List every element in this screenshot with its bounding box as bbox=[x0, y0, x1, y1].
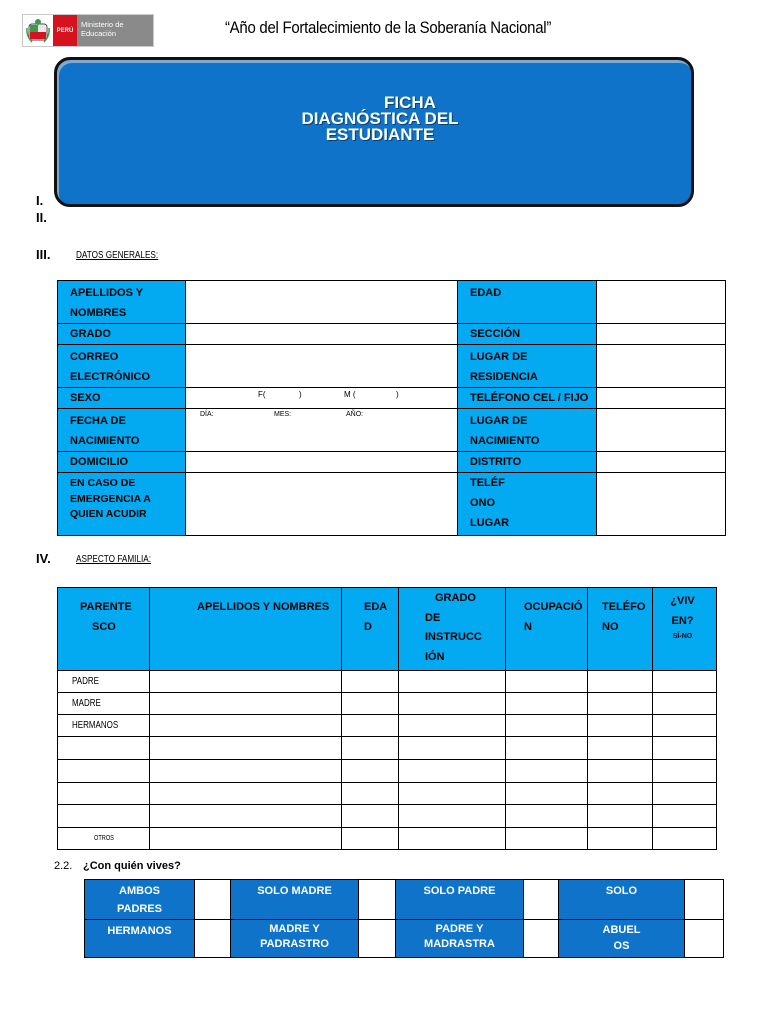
cell[interactable] bbox=[150, 671, 342, 693]
field-apellidos[interactable] bbox=[186, 281, 458, 324]
row-label bbox=[58, 671, 150, 693]
field-telefono[interactable] bbox=[597, 388, 726, 409]
cell[interactable] bbox=[342, 760, 399, 783]
label-domicilio: DOMICILIO bbox=[58, 452, 186, 473]
cell[interactable] bbox=[506, 828, 588, 850]
option-ambos-line2: PADRES bbox=[116, 903, 163, 915]
cell[interactable] bbox=[506, 760, 588, 783]
sexo-m-close: ) bbox=[396, 390, 399, 399]
label-ono: ONO bbox=[470, 497, 496, 509]
header-edad bbox=[342, 588, 399, 671]
header-grado-line3: INSTRUCC bbox=[425, 631, 482, 643]
header-parentesco-line2: SCO bbox=[92, 620, 116, 633]
header-grado-line4: IÓN bbox=[425, 650, 445, 663]
cell[interactable] bbox=[653, 805, 717, 828]
cell[interactable] bbox=[653, 693, 717, 715]
header-vive-line2: EN? bbox=[671, 614, 694, 627]
option-solo: SOLO bbox=[559, 880, 685, 920]
option-padre-madrastra-line2: MADRASTRA bbox=[424, 938, 495, 950]
label-telef: TELÉF bbox=[470, 477, 505, 489]
cell[interactable] bbox=[150, 760, 342, 783]
cell[interactable] bbox=[653, 737, 717, 760]
cell[interactable] bbox=[653, 828, 717, 850]
label-lugar: LUGAR bbox=[470, 517, 510, 529]
label-telefono-lugar bbox=[458, 473, 597, 536]
field-sexo[interactable] bbox=[186, 388, 458, 409]
dia-label: DÍA: bbox=[200, 411, 214, 418]
header-edad-line2: D bbox=[364, 620, 372, 633]
cell[interactable] bbox=[653, 671, 717, 693]
row-label bbox=[58, 693, 150, 715]
cell[interactable] bbox=[588, 783, 653, 805]
cell[interactable] bbox=[588, 828, 653, 850]
field-emergencia[interactable] bbox=[186, 473, 458, 536]
checkbox-padre-madrastra[interactable] bbox=[524, 920, 559, 958]
cell[interactable] bbox=[506, 671, 588, 693]
table-row bbox=[58, 693, 717, 715]
header-ocupacion-line1: OCUPACIÓ bbox=[524, 601, 583, 613]
header-nombres bbox=[150, 588, 342, 671]
label-sexo: SEXO bbox=[58, 388, 186, 409]
field-correo[interactable] bbox=[186, 345, 458, 388]
option-madre-padrastro bbox=[231, 920, 359, 958]
section-i-number: I. bbox=[36, 193, 44, 208]
cell[interactable] bbox=[342, 671, 399, 693]
label-edad: EDAD bbox=[458, 281, 597, 324]
row-label-text: PADRE bbox=[72, 676, 99, 687]
question-number: 2.2. bbox=[54, 860, 73, 872]
cell[interactable] bbox=[399, 693, 506, 715]
cell[interactable] bbox=[399, 805, 506, 828]
header-nombres-line1: APELLIDOS Y NOMBRES bbox=[197, 601, 330, 613]
table-row bbox=[58, 805, 717, 828]
option-ambos-line1: AMBOS bbox=[119, 885, 160, 897]
minedu-logo bbox=[22, 14, 154, 47]
header-telefono-line2: NO bbox=[602, 620, 619, 633]
checkbox-abuelos[interactable] bbox=[685, 920, 724, 958]
cell[interactable] bbox=[399, 737, 506, 760]
section-iv-number: IV. bbox=[36, 551, 51, 566]
title-line-3: ESTUDIANTE bbox=[325, 125, 435, 144]
datos-generales-table bbox=[57, 280, 726, 536]
cell[interactable] bbox=[150, 737, 342, 760]
familia-table bbox=[57, 587, 717, 850]
row-label[interactable] bbox=[58, 737, 150, 760]
option-solo-madre: SOLO MADRE bbox=[231, 880, 359, 920]
cell[interactable] bbox=[588, 671, 653, 693]
cell[interactable] bbox=[150, 693, 342, 715]
header-grado bbox=[399, 588, 506, 671]
question-label: ¿Con quién vives? bbox=[83, 860, 181, 872]
label-grado: GRADO bbox=[58, 324, 186, 345]
table-row bbox=[58, 783, 717, 805]
header-grado-line2: DE bbox=[425, 611, 441, 624]
table-row bbox=[58, 671, 717, 693]
cell[interactable] bbox=[653, 715, 717, 737]
section-iv-label: ASPECTO FAMILIA: bbox=[76, 554, 152, 565]
field-grado[interactable] bbox=[186, 324, 458, 345]
header-telefono bbox=[588, 588, 653, 671]
cell[interactable] bbox=[150, 805, 342, 828]
title-line-2: DIAGNÓSTICA DEL bbox=[301, 109, 459, 128]
table-row bbox=[58, 715, 717, 737]
cell[interactable] bbox=[588, 715, 653, 737]
option-solo-padre: SOLO PADRE bbox=[396, 880, 524, 920]
cell[interactable] bbox=[506, 737, 588, 760]
anio-label: AÑO: bbox=[346, 411, 364, 418]
label-emergencia: EN CASO DE EMERGENCIA A QUIEN ACUDIR bbox=[58, 473, 186, 536]
cell[interactable] bbox=[399, 671, 506, 693]
label-fecha-nacimiento: FECHA DE NACIMIENTO bbox=[58, 409, 186, 452]
row-label-text: OTROS bbox=[94, 835, 114, 842]
header-edad-line1: EDA bbox=[364, 601, 388, 613]
mes-label: MES: bbox=[274, 411, 292, 418]
header-ocupacion bbox=[506, 588, 588, 671]
header-vive-line1: ¿VIV bbox=[670, 595, 695, 607]
row-label[interactable] bbox=[58, 805, 150, 828]
label-lugar-residencia: LUGAR DE RESIDENCIA bbox=[458, 345, 597, 388]
label-telefono: TELÉFONO CEL / FIJO bbox=[458, 388, 597, 409]
cell[interactable] bbox=[342, 783, 399, 805]
field-lugar-residencia[interactable] bbox=[597, 345, 726, 388]
label-distrito: DISTRITO bbox=[458, 452, 597, 473]
header-ocupacion-line2: N bbox=[524, 620, 532, 633]
checkbox-hermanos[interactable] bbox=[195, 920, 231, 958]
field-fecha-nacimiento[interactable] bbox=[186, 409, 458, 452]
row-label-text: MADRE bbox=[72, 698, 101, 709]
cell[interactable] bbox=[150, 828, 342, 850]
label-lugar-nacimiento: LUGAR DE NACIMIENTO bbox=[458, 409, 597, 452]
field-seccion[interactable] bbox=[597, 324, 726, 345]
cell[interactable] bbox=[150, 783, 342, 805]
year-title: “Año del Fortalecimiento de la Soberanía Nacional” bbox=[224, 18, 552, 37]
header-vive-line3: SÍ-NO bbox=[672, 633, 693, 640]
cell[interactable] bbox=[399, 828, 506, 850]
cell[interactable] bbox=[342, 715, 399, 737]
section-iii-label: DATOS GENERALES: bbox=[76, 250, 159, 261]
cell[interactable] bbox=[506, 783, 588, 805]
logo-country-label: PERÚ bbox=[53, 15, 77, 46]
row-label bbox=[58, 715, 150, 737]
sexo-m-option[interactable]: M ( bbox=[344, 390, 356, 399]
header-vive bbox=[653, 588, 717, 671]
checkbox-ambos-padres[interactable] bbox=[195, 880, 231, 920]
header-parentesco-line1: PARENTE bbox=[80, 601, 132, 613]
option-madre-padrastro-line1: MADRE Y bbox=[269, 923, 320, 935]
option-padre-madrastra bbox=[396, 920, 524, 958]
checkbox-solo[interactable] bbox=[685, 880, 724, 920]
option-hermanos: HERMANOS bbox=[85, 920, 195, 958]
table-row bbox=[58, 828, 717, 850]
option-padre-madrastra-line1: PADRE Y bbox=[435, 923, 484, 935]
cell[interactable] bbox=[342, 828, 399, 850]
title-line-1: FICHA bbox=[384, 93, 436, 112]
table-row bbox=[58, 737, 717, 760]
row-label bbox=[58, 828, 150, 850]
header-parentesco bbox=[58, 588, 150, 671]
document-title bbox=[290, 95, 470, 143]
field-domicilio[interactable] bbox=[186, 452, 458, 473]
cell[interactable] bbox=[399, 715, 506, 737]
label-correo: CORREO ELECTRÓNICO bbox=[58, 345, 186, 388]
checkbox-madre-padrastro[interactable] bbox=[359, 920, 396, 958]
cell[interactable] bbox=[506, 693, 588, 715]
option-madre-padrastro-line2: PADRASTRO bbox=[260, 938, 329, 950]
cell[interactable] bbox=[588, 805, 653, 828]
cell[interactable] bbox=[588, 693, 653, 715]
cell[interactable] bbox=[342, 693, 399, 715]
row-label-text: HERMANOS bbox=[72, 720, 119, 731]
cell[interactable] bbox=[342, 737, 399, 760]
field-lugar-nacimiento[interactable] bbox=[597, 409, 726, 452]
peru-crest-icon bbox=[23, 15, 53, 46]
option-ambos-padres bbox=[85, 880, 195, 920]
sexo-f-close: ) bbox=[299, 390, 302, 399]
section-iii-number: III. bbox=[36, 247, 51, 262]
cell[interactable] bbox=[506, 805, 588, 828]
option-abuelos-line1: ABUEL bbox=[602, 924, 641, 936]
checkbox-solo-madre[interactable] bbox=[359, 880, 396, 920]
label-seccion: SECCIÓN bbox=[458, 324, 597, 345]
cell[interactable] bbox=[399, 760, 506, 783]
cell[interactable] bbox=[342, 805, 399, 828]
con-quien-table bbox=[84, 879, 724, 958]
label-apellidos: APELLIDOS Y NOMBRES bbox=[58, 281, 186, 324]
field-telefono-lugar[interactable] bbox=[597, 473, 726, 536]
sexo-f-option[interactable]: F( bbox=[258, 390, 266, 399]
header-grado-line1: GRADO bbox=[435, 592, 476, 604]
field-distrito[interactable] bbox=[597, 452, 726, 473]
option-abuelos-line2: OS bbox=[613, 940, 630, 952]
table-row bbox=[58, 760, 717, 783]
cell[interactable] bbox=[588, 760, 653, 783]
cell[interactable] bbox=[399, 783, 506, 805]
cell[interactable] bbox=[653, 783, 717, 805]
row-label[interactable] bbox=[58, 760, 150, 783]
logo-ministry-label: Ministerio de Educación bbox=[77, 15, 153, 46]
section-ii-number: II. bbox=[36, 210, 47, 225]
row-label[interactable] bbox=[58, 783, 150, 805]
cell[interactable] bbox=[150, 715, 342, 737]
cell[interactable] bbox=[653, 760, 717, 783]
option-abuelos bbox=[559, 920, 685, 958]
cell[interactable] bbox=[506, 715, 588, 737]
checkbox-solo-padre[interactable] bbox=[524, 880, 559, 920]
header-telefono-line1: TELÉFO bbox=[602, 601, 646, 613]
field-edad[interactable] bbox=[597, 281, 726, 324]
cell[interactable] bbox=[588, 737, 653, 760]
